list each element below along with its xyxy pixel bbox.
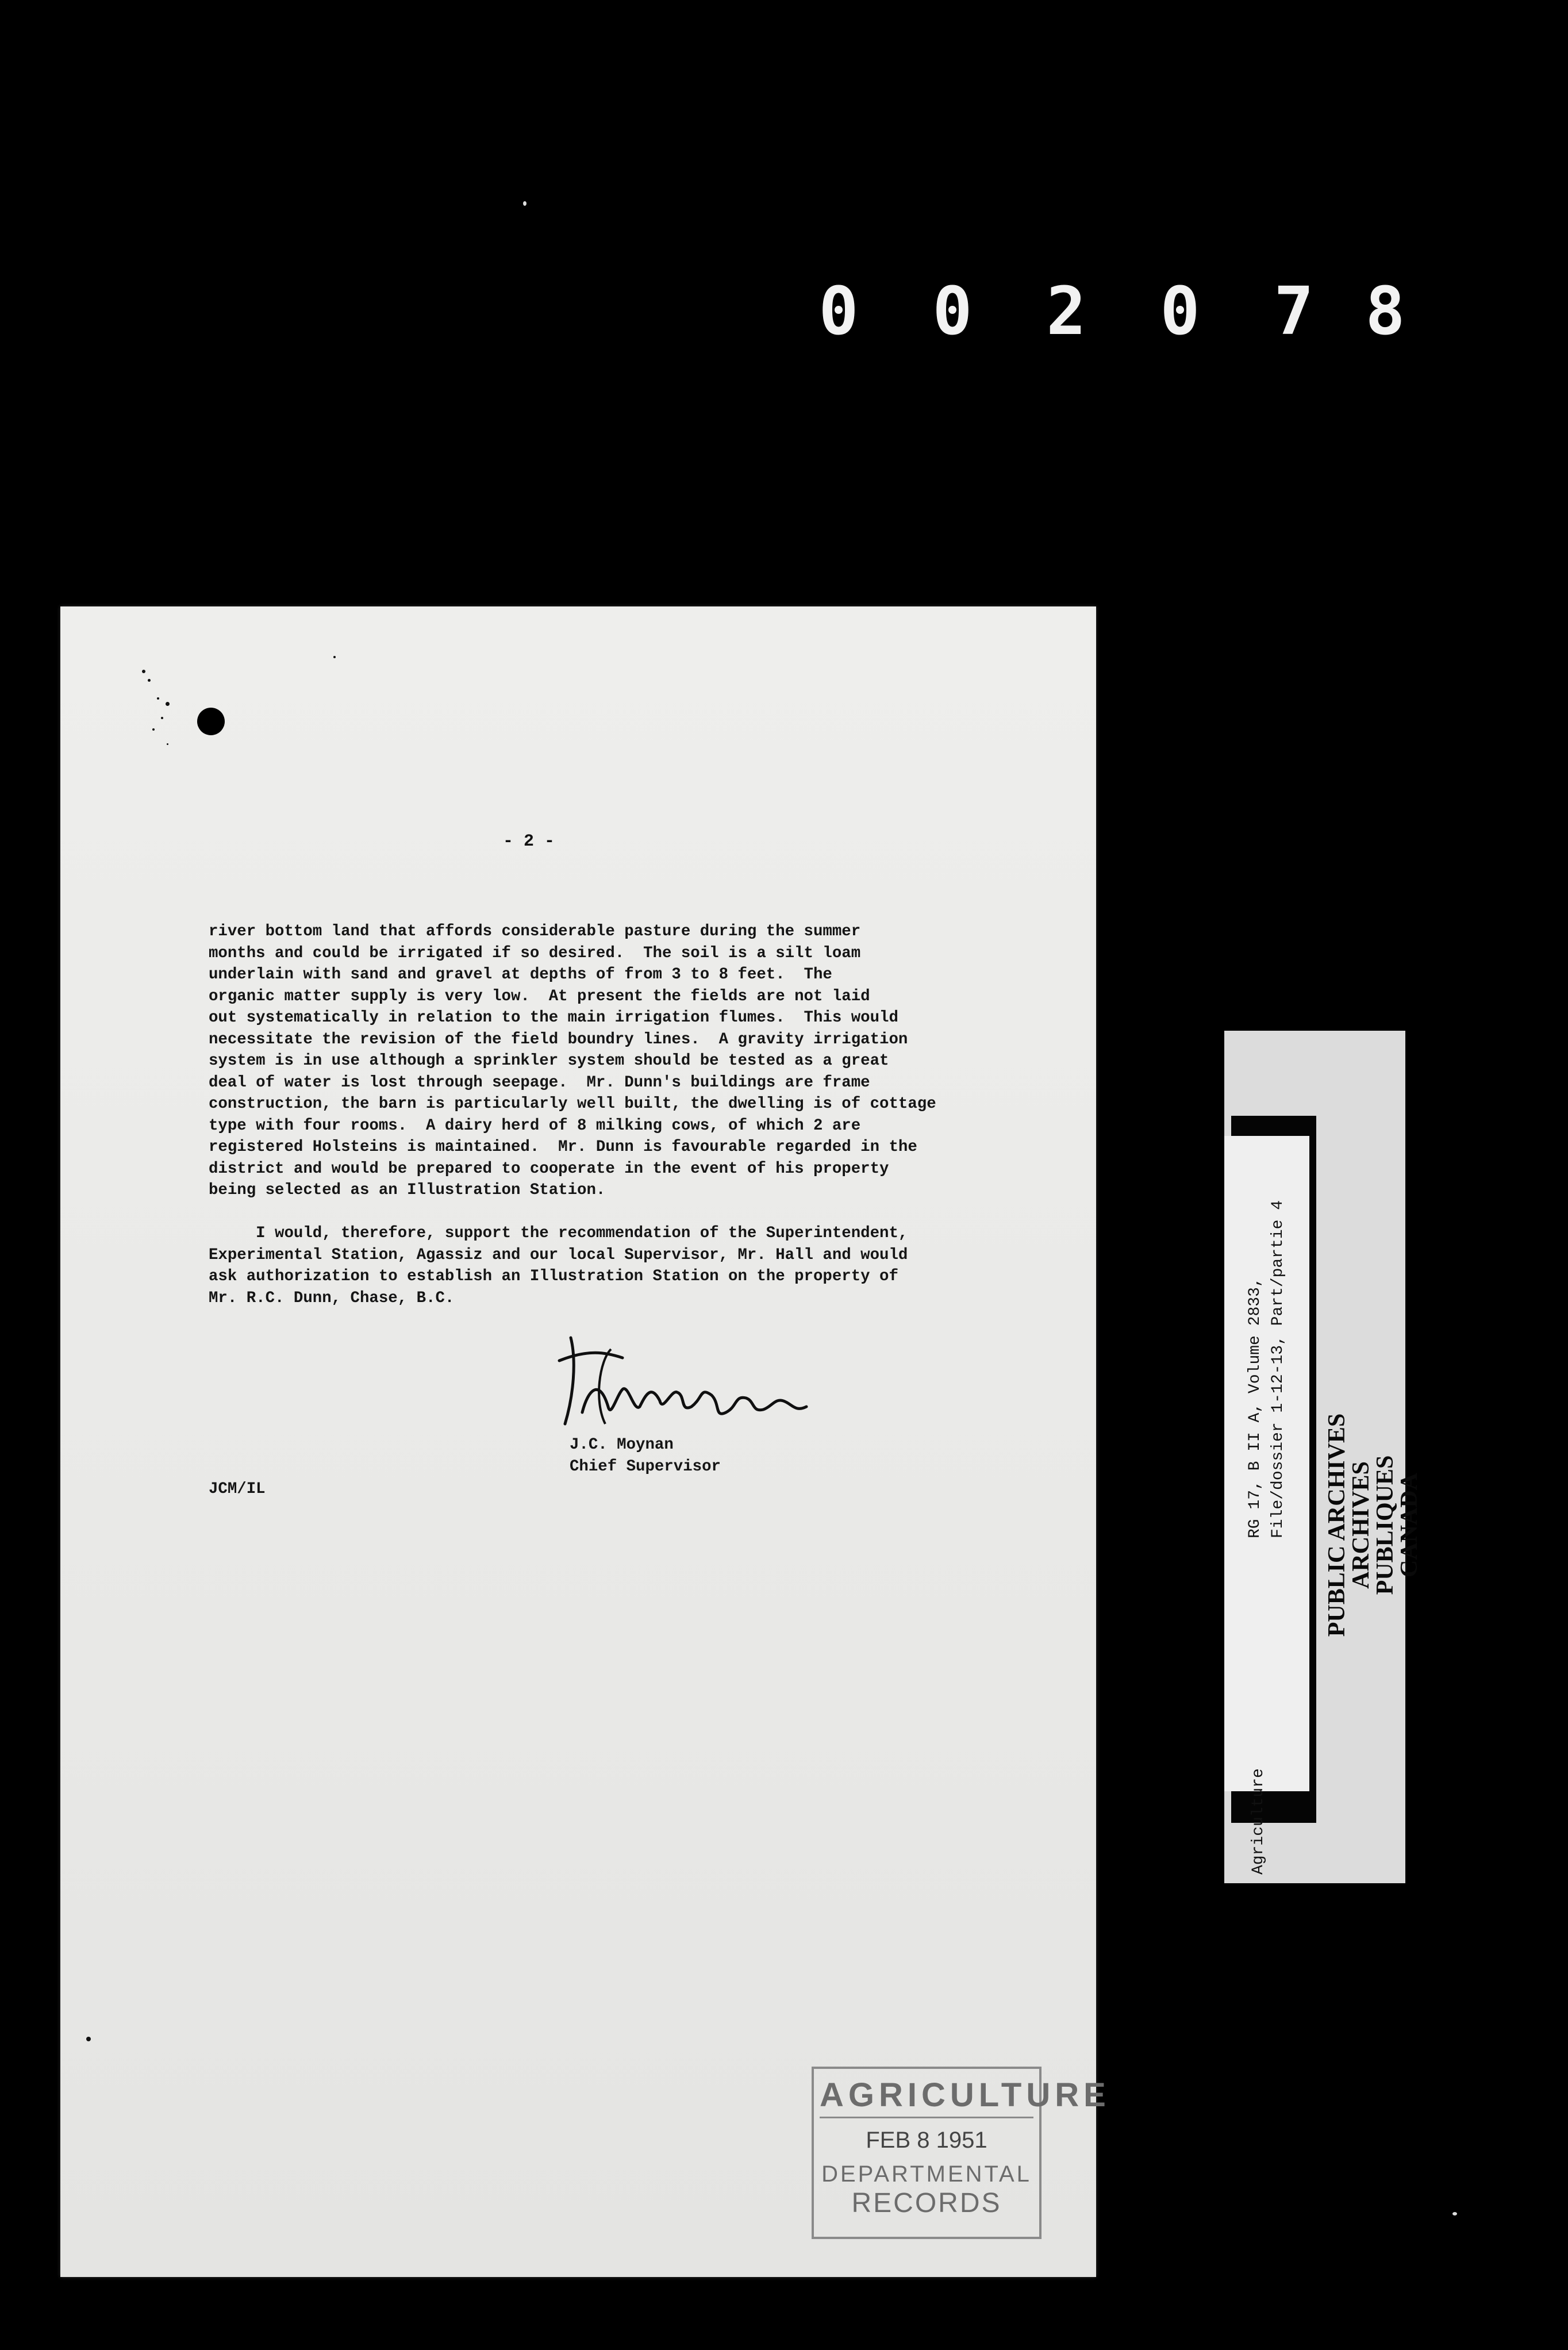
text-line: system is in use although a sprinkler system should be tested as a great xyxy=(209,1052,889,1070)
label-card xyxy=(1224,1136,1309,1875)
film-speck xyxy=(1452,2212,1457,2215)
text-line: Experimental Station, Agassiz and our local Supervisor, Mr. Hall and would xyxy=(209,1246,908,1264)
punch-hole xyxy=(197,708,225,735)
reference-line: RG 17, B II A, Volume 2833, xyxy=(1246,1277,1264,1538)
ink-speck xyxy=(142,670,145,673)
ink-speck xyxy=(166,702,170,706)
frame-digit: 7 xyxy=(1274,273,1314,350)
text-line: months and could be irrigated if so desired. The soil is a silt loam xyxy=(209,944,861,962)
ink-speck xyxy=(148,679,151,682)
ink-speck xyxy=(152,728,155,731)
frame-digit: 0 xyxy=(932,273,973,350)
archive-name-line: PUBLIC ARCHIVES xyxy=(1324,1413,1350,1637)
text-line: organic matter supply is very low. At present the fields are not laid xyxy=(209,987,870,1005)
archive-name xyxy=(1325,1393,1421,1657)
frame-digit: 0 xyxy=(1160,273,1200,350)
archive-label xyxy=(1224,1031,1423,1883)
department-label: Agriculture xyxy=(1250,1768,1267,1875)
text-line: deal of water is lost through seepage. Mr. Dunn's buildings are frame xyxy=(209,1073,870,1092)
frame-digit: 8 xyxy=(1365,273,1405,350)
text-line: type with four rooms. A dairy herd of 8 milking cows, of which 2 are xyxy=(209,1116,861,1135)
stamp-title: AGRICULTURE xyxy=(820,2076,1033,2118)
film-speck xyxy=(523,201,526,206)
reference-initials: JCM/IL xyxy=(209,1480,266,1498)
text-line: ask authorization to establish an Illustration Station on the property of xyxy=(209,1268,898,1285)
signature-block xyxy=(570,1434,721,1478)
stamp-line: DEPARTMENTAL xyxy=(821,2161,1032,2187)
ink-speck xyxy=(333,656,336,658)
text-line: district and would be prepared to cooperate in the event of his property xyxy=(209,1159,889,1178)
signatory-title: Chief Supervisor xyxy=(570,1458,721,1476)
text-line: I would, therefore, support the recommendation of the Superintendent, xyxy=(209,1224,908,1242)
received-stamp xyxy=(812,2067,1110,2239)
archive-name-line: ARCHIVES PUBLIQUES xyxy=(1348,1455,1398,1595)
ink-speck xyxy=(161,717,163,719)
text-line: Mr. R.C. Dunn, Chase, B.C. xyxy=(209,1289,455,1307)
document-page xyxy=(60,606,1110,2277)
signatory-name: J.C. Moynan xyxy=(570,1436,674,1454)
handwritten-signature xyxy=(554,1326,818,1435)
page-number: - 2 - xyxy=(503,832,555,851)
frame-digit: 2 xyxy=(1046,273,1086,350)
frame-number xyxy=(782,273,1420,350)
ink-speck xyxy=(157,697,159,700)
text-line: construction, the barn is particularly well built, the dwelling is of cottage xyxy=(209,1095,936,1113)
ink-speck xyxy=(86,2037,91,2041)
stamp-date: FEB 8 1951 xyxy=(866,2128,987,2153)
reference-line: File/dossier 1-12-13, Part/partie 4 xyxy=(1269,1200,1287,1538)
frame-digit: 0 xyxy=(818,273,859,350)
text-line: river bottom land that affords considerable pasture during the summer xyxy=(209,923,861,940)
archive-name-line: CANADA xyxy=(1396,1473,1423,1577)
text-line: out systematically in relation to the main irrigation flumes. This would xyxy=(209,1009,898,1027)
text-line: being selected as an Illustration Station. xyxy=(209,1181,606,1199)
text-line: necessitate the revision of the field boundry lines. A gravity irrigation xyxy=(209,1030,908,1049)
stamp-line: RECORDS xyxy=(851,2188,1002,2218)
letter-body xyxy=(209,921,1094,1309)
text-line: underlain with sand and gravel at depths of from 3 to 8 feet. The xyxy=(209,966,832,984)
ink-speck xyxy=(167,743,168,745)
text-line: registered Holsteins is maintained. Mr. Dunn is favourable regarded in the xyxy=(209,1138,917,1156)
